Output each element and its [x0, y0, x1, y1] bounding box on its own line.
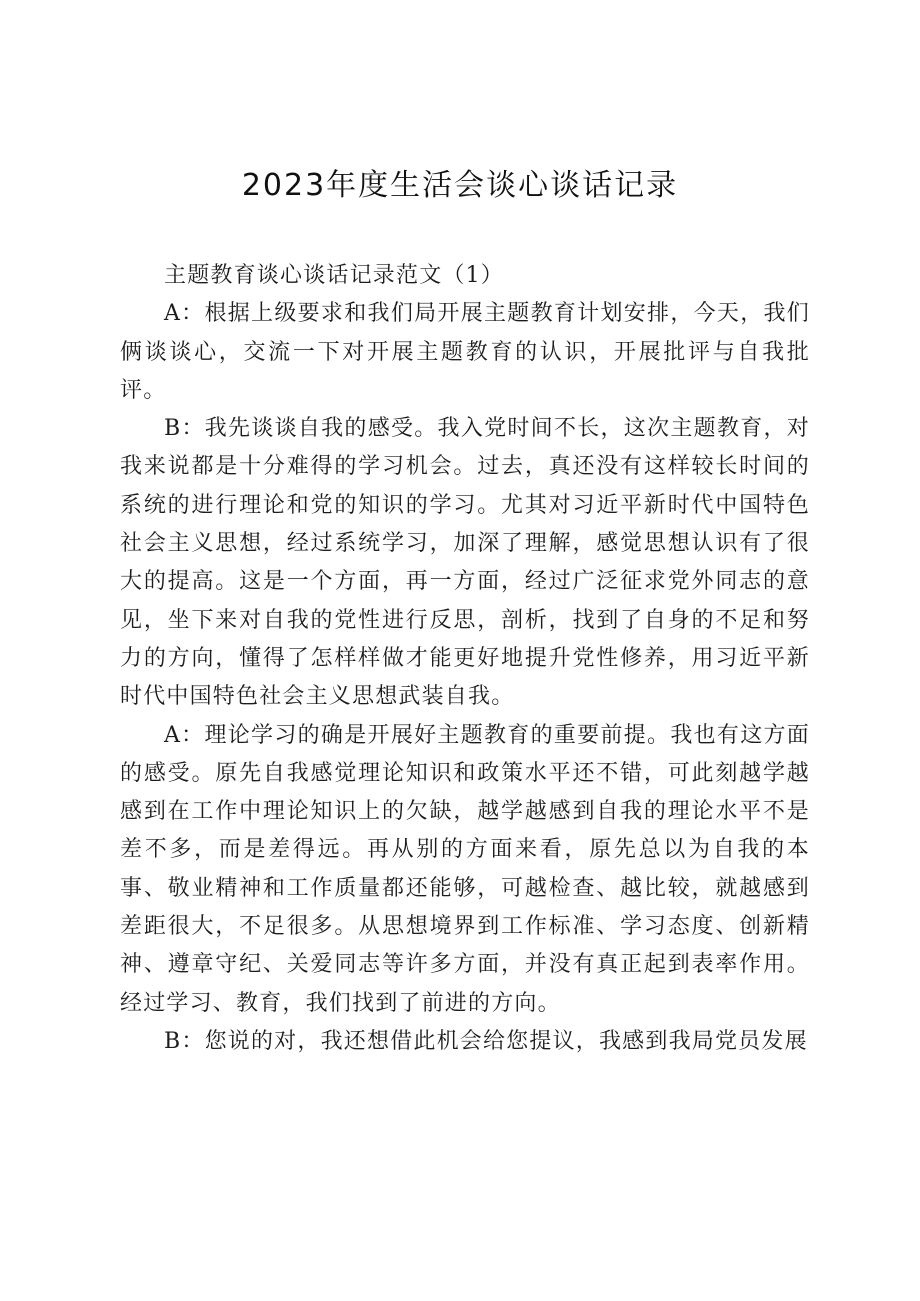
paragraph-3: A：理论学习的确是开展好主题教育的重要前提。我也有这方面的感受。原先自我感觉理论知识和政策水平还不错，可此刻越学越感到在工作中理论知识上的欠缺，越学越感到自我的理论水平不是差不多，而是差得远。再从别的方面来看，原先总以为自我的本事、敬业精神和工作质量都还能够，可越检查、越比较，就越感到差距很大，不足很多。从思想境界到工作标准、学习态度、创新精神、遵章守纪、关爱同志等许多方面，并没有真正起到表率作用。经过学习、教育，我们找到了前进的方向。 [120, 722, 810, 1016]
paragraph-1: A：根据上级要求和我们局开展主题教育计划安排，今天，我们俩谈谈心，交流一下对开展主题教育的认识，开展批评与自我批评。 [120, 301, 810, 403]
document-title: 2023年度生活会谈心谈话记录 [241, 168, 679, 203]
paragraph-4: B：您说的对，我还想借此机会给您提议，我感到我局党员发展 [164, 1028, 808, 1054]
document-body [120, 257, 810, 1061]
document-subtitle: 主题教育谈心谈话记录范文（1） [164, 263, 504, 288]
paragraph-2: B：我先谈谈自我的感受。我入党时间不长，这次主题教育，对我来说都是十分难得的学习机会。过去，真还没有这样较长时间的系统的进行理论和党的知识的学习。尤其对习近平新时代中国特色社会主义思想，经过系统学习，加深了理解，感觉思想认识有了很大的提高。这是一个方面，再一方面，经过广泛征求党外同志的意见，坐下来对自我的党性进行反思，剖析，找到了自身的不足和努力的方向，懂得了怎样样做才能更好地提升党性修养，用习近平新时代中国特色社会主义思想武装自我。 [120, 416, 810, 710]
